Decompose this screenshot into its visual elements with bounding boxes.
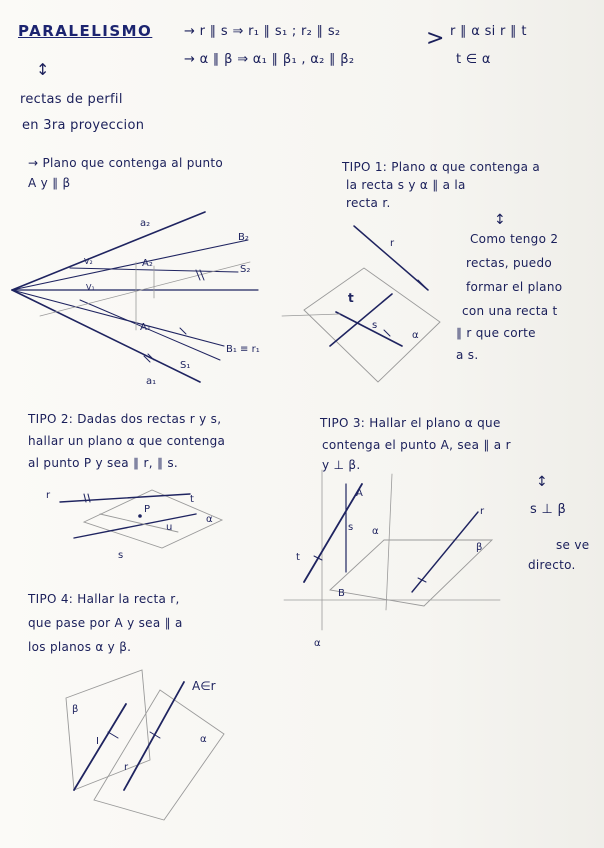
rule-right-1: r ∥ α si r ∥ t [450, 24, 527, 39]
tipo4-line-1: TIPO 4: Hallar la recta r, [28, 592, 180, 606]
fig2-label-t: t [348, 291, 354, 305]
fig4-label-a-top: A [356, 488, 363, 499]
fig3-label-alpha: α [206, 514, 213, 525]
tipo3-answer-1: s ⊥ β [530, 502, 567, 517]
fig1-label-s2: S₂ [240, 264, 251, 275]
page-title: PARALELISMO [18, 22, 153, 40]
tipo1-answer-4: con una recta t [462, 304, 558, 318]
fig1-label-a1: a₁ [146, 376, 157, 387]
note-perfil-1: rectas de perfil [20, 92, 123, 107]
arrow-down-icon-2: ↕ [536, 474, 549, 490]
fig3-label-s: s [118, 550, 124, 561]
figure-dihedral [12, 212, 260, 387]
fig4-label-s: s [348, 522, 354, 533]
tipo3-line-3: y ⊥ β. [322, 458, 361, 472]
brace-glyph: > [426, 26, 445, 51]
fig4-label-alpha: α [372, 526, 379, 537]
fig1-label-b2: B₂ [238, 232, 249, 243]
fig2-label-alpha: α [412, 330, 419, 341]
fig1-label-v2: V₂ [84, 257, 93, 266]
fig2-label-r: r [390, 238, 395, 249]
tipo3-line-1: TIPO 3: Hallar el plano α que [320, 416, 501, 430]
tipo1-line-1: TIPO 1: Plano α que contenga a [342, 160, 541, 174]
fig1-label-a2-point: A₂ [142, 258, 153, 269]
fig4-label-r: r [480, 506, 485, 517]
fig3-label-t: t [190, 494, 194, 505]
rule-planes-parallel: → α ∥ β ⇒ α₁ ∥ β₁ , α₂ ∥ β₂ [184, 52, 355, 67]
fig3-label-p: P [144, 504, 151, 515]
figure-tipo2 [46, 490, 222, 561]
tipo1-answer-1: Como tengo 2 [470, 232, 559, 246]
fig1-label-a2: a₂ [140, 218, 151, 229]
tipo4-line-3: los planos α y β. [28, 640, 132, 654]
tipo3-line-2: contenga el punto A, sea ∥ a r [322, 438, 511, 452]
arrow-down-icon: ↕ [494, 212, 507, 228]
fig5-label-alpha: α [200, 734, 207, 745]
fig5-label-i: I [96, 736, 99, 747]
fig4-label-b: B [338, 588, 345, 599]
fig3-label-r: r [46, 490, 51, 501]
tipo3-answer-3: directo. [528, 558, 576, 572]
figure-tipo4 [66, 670, 224, 820]
tipo1-line-2: la recta s y α ∥ a la [346, 178, 466, 192]
plano-note-2: A y ∥ β [28, 176, 71, 190]
tipo1-answer-5: ∥ r que corte [456, 326, 536, 340]
tipo2-line-2: hallar un plano α que contenga [28, 434, 226, 448]
figure-tipo1 [282, 226, 440, 382]
rule-lines-parallel: → r ∥ s ⇒ r₁ ∥ s₁ ; r₂ ∥ s₂ [184, 24, 341, 39]
figure-tipo3 [284, 470, 500, 649]
fig3-label-u: u [166, 522, 173, 533]
note-perfil-2: en 3ra proyeccion [22, 118, 145, 133]
fig1-label-a1-point: A₁ [140, 322, 151, 333]
arrow-icon: ↕ [36, 60, 50, 79]
tipo1-answer-6: a s. [456, 348, 479, 362]
plano-note-1: → Plano que contenga al punto [28, 156, 224, 170]
fig4-label-t: t [296, 552, 300, 563]
tipo2-line-3: al punto P y sea ∥ r, ∥ s. [28, 456, 179, 470]
fig5-label-beta: β [72, 704, 79, 715]
tipo1-answer-3: formar el plano [466, 280, 563, 294]
fig2-label-s: s [372, 320, 378, 331]
fig5-label-r: r [124, 762, 129, 773]
tipo2-line-1: TIPO 2: Dadas dos rectas r y s, [28, 412, 222, 426]
fig1-label-v1: V₁ [86, 283, 95, 292]
tipo1-line-3: recta r. [346, 196, 391, 210]
fig1-label-s1: S₁ [180, 360, 191, 371]
point-p-marker [138, 514, 142, 518]
tipo1-answer-2: rectas, puedo [466, 256, 553, 270]
tipo4-line-2: que pase por A y sea ∥ a [28, 616, 183, 630]
fig4-label-alpha-low: α [314, 638, 321, 649]
fig4-label-beta: β [476, 542, 483, 553]
tipo3-answer-2: se ve [556, 538, 590, 552]
rule-right-2: t ∈ α [456, 52, 491, 67]
fig5-label-aer: A∈r [192, 679, 216, 693]
fig1-label-b1: B₁ ≡ r₁ [226, 344, 260, 355]
